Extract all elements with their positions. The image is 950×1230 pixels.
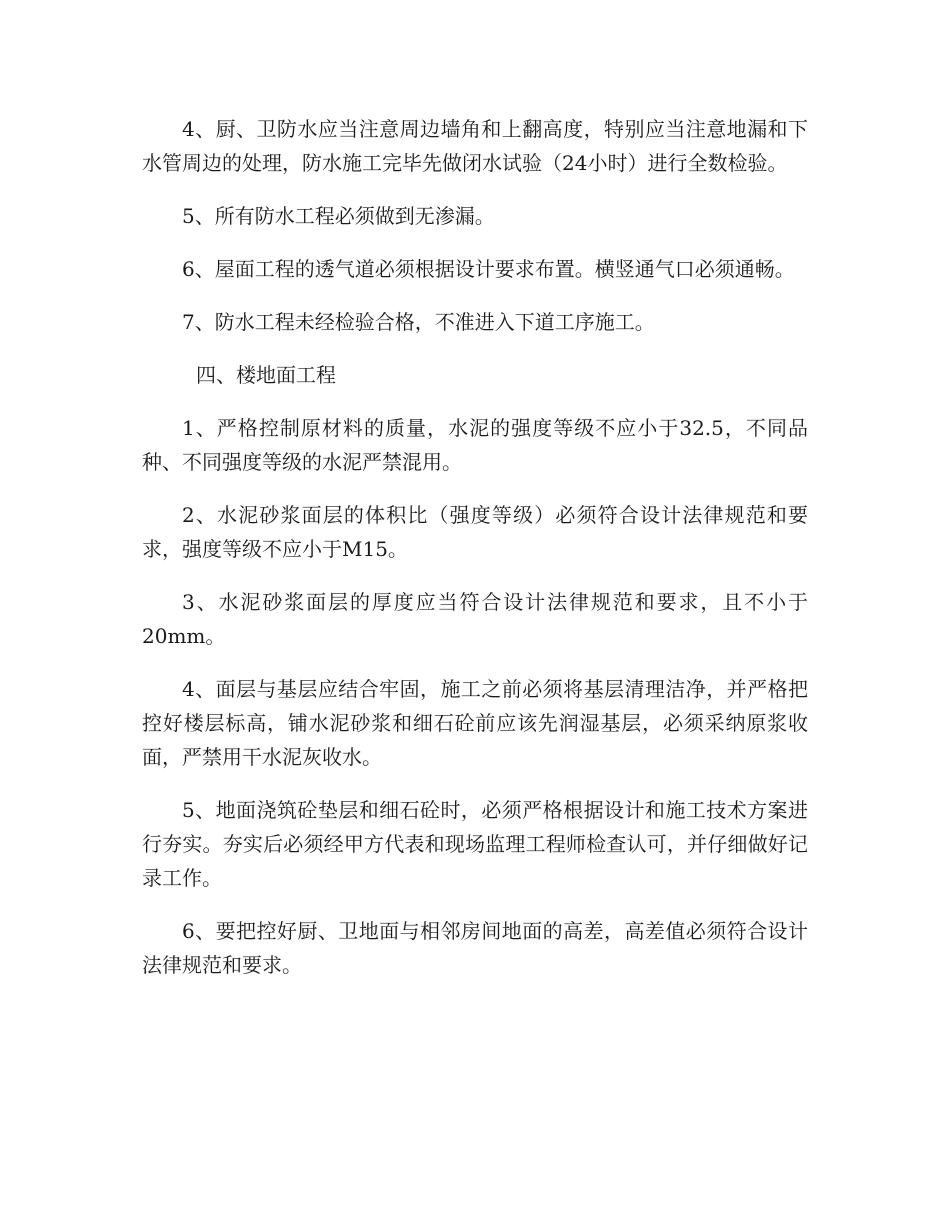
document-body [142,112,808,1001]
paragraph-no-leakage: 5、所有防水工程必须做到无渗漏。 [182,204,495,228]
paragraph-inspection-required: 7、防水工程未经检验合格，不准进入下道工序施工。 [182,310,655,334]
paragraph-roof-vent: 6、屋面工程的透气道必须根据设计要求布置。横竖通气口必须通畅。 [182,257,795,281]
paragraph-kitchen-bath-waterproofing: 4、厨、卫防水应当注意周边墙角和上翻高度，特别应当注意地漏和下水管周边的处理，防水施工完毕先做闭水试验（24小时）进行全数检验。 [142,117,808,175]
paragraph-concrete-compaction: 5、地面浇筑砼垫层和细石砼时，必须严格根据设计和施工技术方案进行夯实。夯实后必须经甲方代表和现场监理工程师检查认可，并仔细做好记录工作。 [142,798,808,890]
section-heading-floor-works: 四、楼地面工程 [196,363,336,387]
paragraph-mortar-ratio: 2、水泥砂浆面层的体积比（强度等级）必须符合设计法律规范和要求，强度等级不应小于M15。 [142,503,808,561]
paragraph-base-bonding: 4、面层与基层应结合牢固，施工之前必须将基层清理洁净，并严格把控好楼层标高，铺水泥砂浆和细石砼前应该先润湿基层，必须采纳原浆收面，严禁用干水泥灰收水。 [142,677,808,769]
paragraph-cement-quality: 1、严格控制原材料的质量，水泥的强度等级不应小于32.5，不同品种、不同强度等级的水泥严禁混用。 [142,416,808,474]
paragraph-mortar-thickness: 3、水泥砂浆面层的厚度应当符合设计法律规范和要求，且不小于20mm。 [142,590,808,648]
paragraph-floor-height-difference: 6、要把控好厨、卫地面与相邻房间地面的高差，高差值必须符合设计法律规范和要求。 [142,919,808,977]
